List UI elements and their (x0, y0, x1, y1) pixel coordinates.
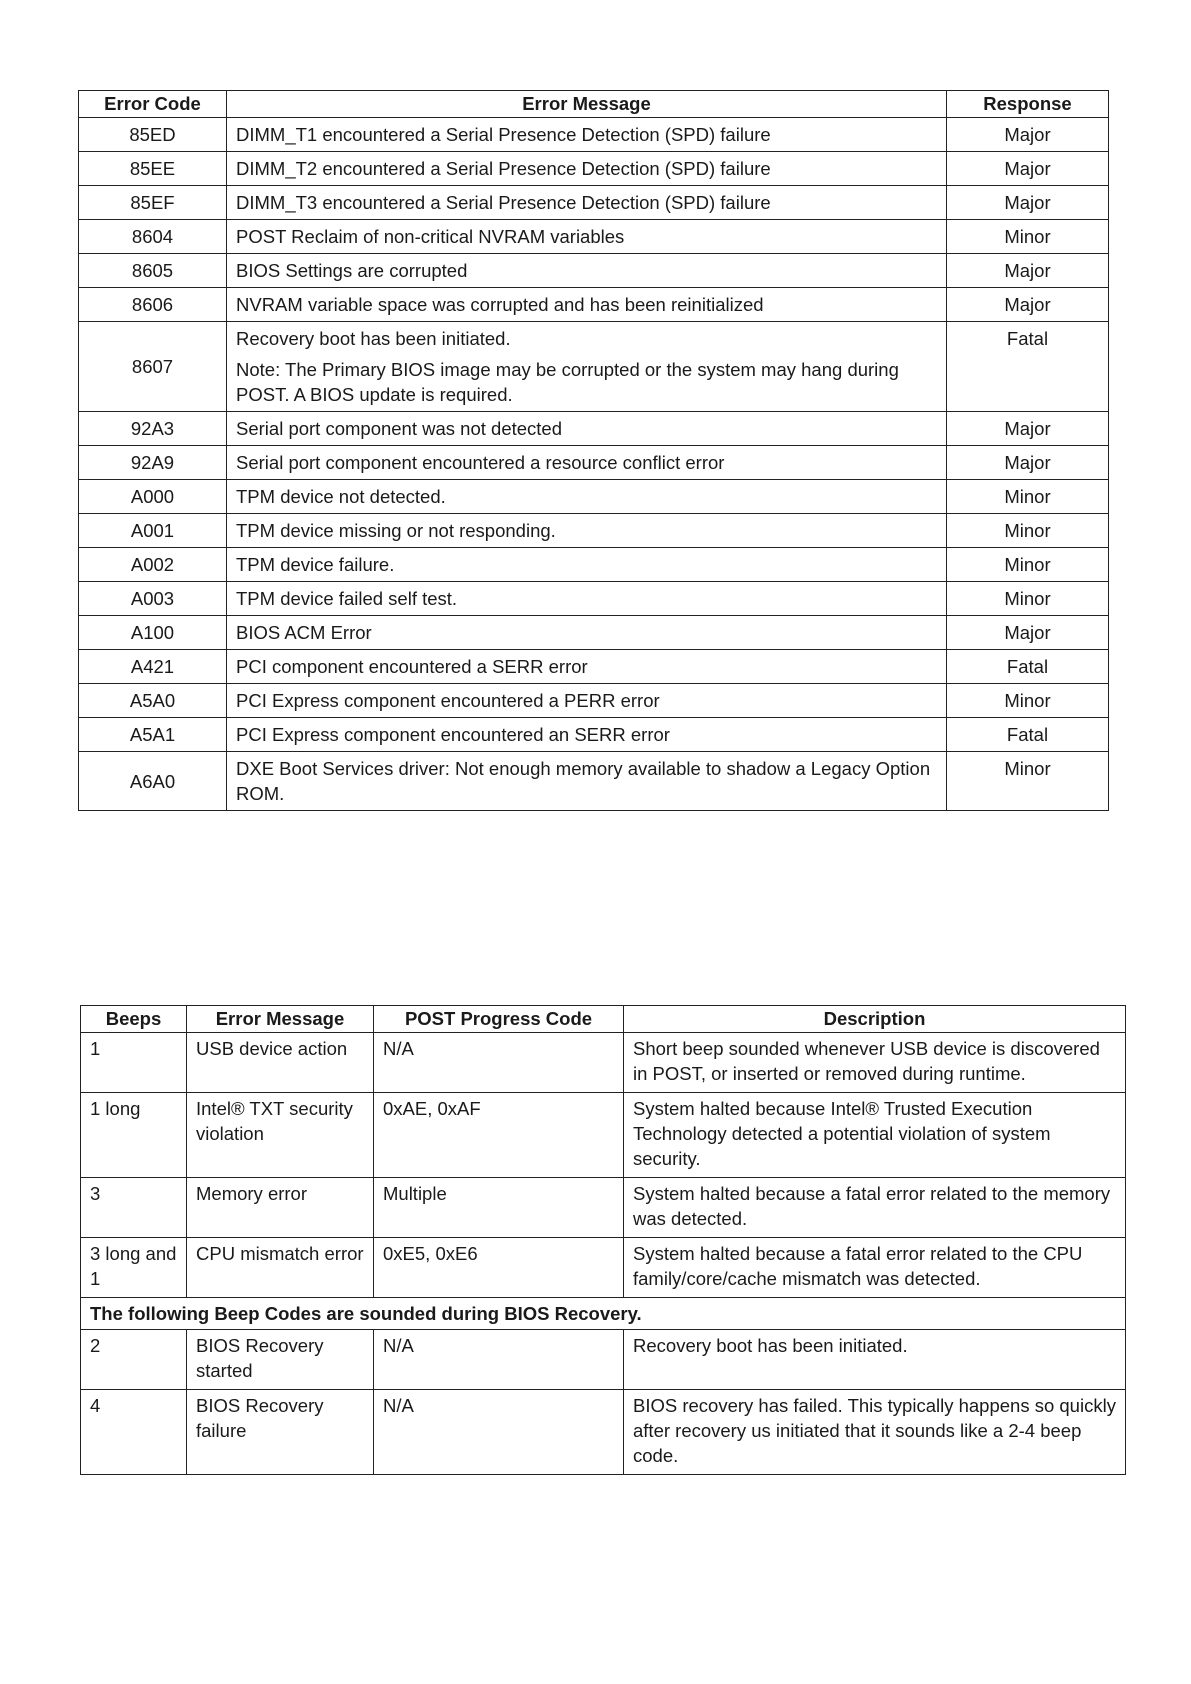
response-cell: Minor (947, 514, 1109, 548)
table-row (79, 616, 1109, 650)
error-code-cell: A003 (79, 582, 227, 616)
table-header-row (81, 1006, 1126, 1033)
error-code-cell: 92A3 (79, 412, 227, 446)
header-beeps: Beeps (81, 1006, 187, 1033)
table-row (79, 118, 1109, 152)
response-cell: Major (947, 254, 1109, 288)
beeps-cell: 3 (81, 1178, 187, 1238)
error-message-cell (227, 616, 947, 650)
error-message-text: POST Reclaim of non-critical NVRAM variables (236, 226, 625, 247)
error-code-cell: A6A0 (79, 752, 227, 811)
error-code-cell: A100 (79, 616, 227, 650)
description-cell: BIOS recovery has failed. This typically happens so quickly after recovery us initiated that it sounds like a 2-4 beep code. (624, 1390, 1126, 1475)
table-row (81, 1330, 1126, 1390)
error-code-cell: 85EF (79, 186, 227, 220)
error-message-cell (227, 152, 947, 186)
response-cell: Minor (947, 684, 1109, 718)
error-message-cell: CPU mismatch error (187, 1238, 374, 1298)
beeps-cell: 1 (81, 1033, 187, 1093)
beeps-cell: 4 (81, 1390, 187, 1475)
table-row (79, 152, 1109, 186)
error-message-text: DIMM_T2 encountered a Serial Presence Detection (SPD) failure (236, 158, 771, 179)
error-message-cell (227, 412, 947, 446)
error-message-text: BIOS ACM Error (236, 622, 372, 643)
error-message-cell (227, 118, 947, 152)
header-description: Description (624, 1006, 1126, 1033)
error-message-cell (227, 480, 947, 514)
error-message-cell (227, 752, 947, 811)
table-row (79, 220, 1109, 254)
error-code-table (78, 90, 1109, 811)
response-cell: Fatal (947, 322, 1109, 412)
beep-code-table (80, 1005, 1126, 1475)
header-error-message: Error Message (227, 91, 947, 118)
error-message-cell (227, 186, 947, 220)
error-message-text: Serial port component encountered a resource conflict error (236, 452, 725, 473)
table-row (79, 412, 1109, 446)
error-message-text: NVRAM variable space was corrupted and has been reinitialized (236, 294, 764, 315)
response-cell: Fatal (947, 650, 1109, 684)
error-code-cell: A5A1 (79, 718, 227, 752)
beep-table-body (81, 1033, 1126, 1475)
post-code-cell: 0xAE, 0xAF (374, 1093, 624, 1178)
error-code-cell: 85ED (79, 118, 227, 152)
table-row (79, 186, 1109, 220)
table-row (81, 1178, 1126, 1238)
error-message-text: PCI Express component encountered an SERR error (236, 724, 670, 745)
error-code-cell: A5A0 (79, 684, 227, 718)
error-message-text: TPM device not detected. (236, 486, 446, 507)
table-row (79, 322, 1109, 412)
error-code-cell: 92A9 (79, 446, 227, 480)
error-code-cell: A000 (79, 480, 227, 514)
error-message-cell: BIOS Recovery started (187, 1330, 374, 1390)
error-code-cell: 8607 (79, 322, 227, 412)
description-cell: System halted because Intel® Trusted Execution Technology detected a potential violation of system security. (624, 1093, 1126, 1178)
response-cell: Minor (947, 548, 1109, 582)
error-message-text: PCI component encountered a SERR error (236, 656, 588, 677)
error-message-cell: BIOS Recovery failure (187, 1390, 374, 1475)
error-message-cell: Memory error (187, 1178, 374, 1238)
error-code-cell: A001 (79, 514, 227, 548)
error-message-cell (227, 288, 947, 322)
response-cell: Major (947, 412, 1109, 446)
error-code-cell: 8605 (79, 254, 227, 288)
response-cell: Major (947, 152, 1109, 186)
error-message-cell (227, 514, 947, 548)
post-code-cell: N/A (374, 1033, 624, 1093)
error-message-text: Note: The Primary BIOS image may be corrupted or the system may hang during POST. A BIOS update is required. (236, 359, 899, 405)
header-response: Response (947, 91, 1109, 118)
section-note: The following Beep Codes are sounded during BIOS Recovery. (81, 1298, 1126, 1330)
table-row (79, 752, 1109, 811)
header-error-code: Error Code (79, 91, 227, 118)
description-cell: System halted because a fatal error related to the CPU family/core/cache mismatch was detected. (624, 1238, 1126, 1298)
beeps-cell: 2 (81, 1330, 187, 1390)
table-row (79, 548, 1109, 582)
response-cell: Major (947, 118, 1109, 152)
description-cell: System halted because a fatal error related to the memory was detected. (624, 1178, 1126, 1238)
error-message-text: PCI Express component encountered a PERR error (236, 690, 660, 711)
error-message-text: Serial port component was not detected (236, 418, 562, 439)
description-cell: Short beep sounded whenever USB device is discovered in POST, or inserted or removed during runtime. (624, 1033, 1126, 1093)
post-code-cell: 0xE5, 0xE6 (374, 1238, 624, 1298)
error-message-cell (227, 582, 947, 616)
header-post-progress-code: POST Progress Code (374, 1006, 624, 1033)
table-row (81, 1390, 1126, 1475)
table-row (79, 650, 1109, 684)
table-row (79, 446, 1109, 480)
error-message-text: TPM device failed self test. (236, 588, 458, 609)
error-code-cell: A421 (79, 650, 227, 684)
error-message-cell (227, 446, 947, 480)
error-table-body (79, 118, 1109, 811)
error-message-cell (227, 548, 947, 582)
header-error-message: Error Message (187, 1006, 374, 1033)
error-message-cell (227, 650, 947, 684)
error-code-cell: 8606 (79, 288, 227, 322)
response-cell: Minor (947, 582, 1109, 616)
section-row (81, 1298, 1126, 1330)
error-message-cell: Intel® TXT security violation (187, 1093, 374, 1178)
table-row (79, 480, 1109, 514)
post-code-cell: Multiple (374, 1178, 624, 1238)
description-cell: Recovery boot has been initiated. (624, 1330, 1126, 1390)
table-row (79, 718, 1109, 752)
table-row (81, 1093, 1126, 1178)
error-code-cell: A002 (79, 548, 227, 582)
table-row (79, 514, 1109, 548)
post-code-cell: N/A (374, 1390, 624, 1475)
table-row (79, 582, 1109, 616)
response-cell: Minor (947, 220, 1109, 254)
error-message-cell (227, 220, 947, 254)
error-message-text: TPM device missing or not responding. (236, 520, 556, 541)
table-header-row (79, 91, 1109, 118)
post-code-cell: N/A (374, 1330, 624, 1390)
error-message-text: DXE Boot Services driver: Not enough memory available to shadow a Legacy Option ROM. (236, 758, 931, 804)
response-cell: Fatal (947, 718, 1109, 752)
response-cell: Minor (947, 752, 1109, 811)
error-message-cell: USB device action (187, 1033, 374, 1093)
table-row (81, 1238, 1126, 1298)
error-message-text: BIOS Settings are corrupted (236, 260, 468, 281)
response-cell: Major (947, 616, 1109, 650)
error-message-text: DIMM_T3 encountered a Serial Presence Detection (SPD) failure (236, 192, 771, 213)
beeps-cell: 3 long and 1 (81, 1238, 187, 1298)
error-message-text: TPM device failure. (236, 554, 395, 575)
error-message-cell (227, 254, 947, 288)
response-cell: Minor (947, 480, 1109, 514)
error-message-text: DIMM_T1 encountered a Serial Presence Detection (SPD) failure (236, 124, 771, 145)
response-cell: Major (947, 288, 1109, 322)
error-code-cell: 8604 (79, 220, 227, 254)
table-row (79, 288, 1109, 322)
response-cell: Major (947, 186, 1109, 220)
error-message-text: Recovery boot has been initiated. (236, 328, 511, 349)
table-row (79, 684, 1109, 718)
beeps-cell: 1 long (81, 1093, 187, 1178)
error-message-cell (227, 718, 947, 752)
response-cell: Major (947, 446, 1109, 480)
table-row (81, 1033, 1126, 1093)
error-message-cell (227, 322, 947, 412)
error-message-cell (227, 684, 947, 718)
error-code-cell: 85EE (79, 152, 227, 186)
table-row (79, 254, 1109, 288)
